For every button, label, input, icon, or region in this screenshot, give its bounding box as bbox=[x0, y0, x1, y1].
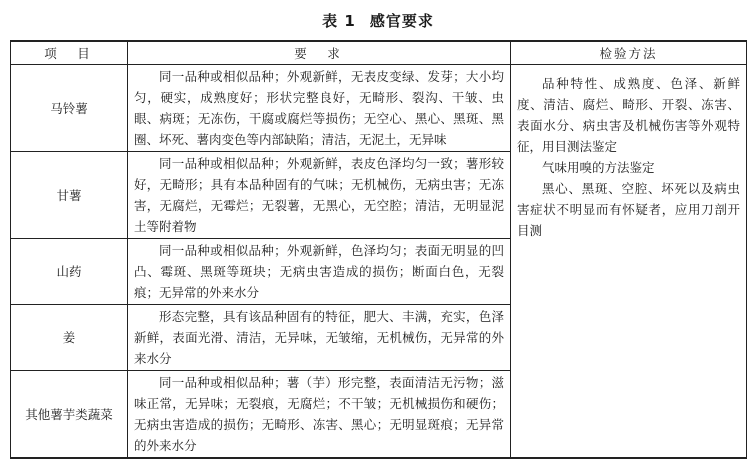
header-method: 检验方法 bbox=[511, 41, 747, 65]
method-paragraph: 品种特性、成熟度、色泽、新鲜度、清洁、腐烂、畸形、开裂、冻害、表面水分、病虫害及机械伤害等外观特征，用目测法鉴定 bbox=[517, 76, 740, 154]
table-title bbox=[0, 10, 756, 31]
row-requirement-ginger: 形态完整，具有该品种固有的特征，肥大、丰满，充实，色泽新鲜，表面光滑、清洁，无异味，无皱缩，无机械伤，无异常的外来水分 bbox=[128, 305, 511, 371]
table-number: 表 1 bbox=[322, 12, 356, 30]
method-paragraph: 黑心、黑斑、空腔、坏死以及病虫害症状不明显而有怀疑者，应用刀剖开目测 bbox=[517, 181, 740, 238]
row-item-other-tubers: 其他薯芋类蔬菜 bbox=[11, 371, 128, 459]
table-row bbox=[11, 65, 747, 152]
header-item: 项 目 bbox=[11, 41, 128, 65]
method-cell bbox=[511, 65, 747, 459]
row-requirement-potato: 同一品种或相似品种；外观新鲜，无表皮变绿、发芽；大小均匀，硬实，成熟度好；形状完整良好，无畸形、裂沟、干皱、虫眼、病斑；无冻伤，干腐或腐烂等损伤；无空心、黑心、黑斑、黑圈、坏死、薯肉变色等内部缺陷；清洁，无泥土，无异味 bbox=[128, 65, 511, 152]
header-requirement: 要 求 bbox=[128, 41, 511, 65]
method-paragraph: 气味用嗅的方法鉴定 bbox=[542, 160, 655, 175]
row-item-ginger: 姜 bbox=[11, 305, 128, 371]
row-item-potato: 马铃薯 bbox=[11, 65, 128, 152]
row-requirement-other-tubers: 同一品种或相似品种；薯（芋）形完整，表面清洁无污物；滋味正常，无异味；无裂痕，无腐烂；不干皱；无机械损伤和硬伤；无病虫害造成的损伤；无畸形、冻害、黑心；无明显斑痕；无异常的外来水分 bbox=[128, 371, 511, 459]
table-caption: 感官要求 bbox=[369, 12, 434, 30]
row-item-yam: 山药 bbox=[11, 239, 128, 305]
row-requirement-sweet-potato: 同一品种或相似品种；外观新鲜，表皮色泽均匀一致；薯形较好，无畸形；具有本品种固有的气味；无机械伤，无病虫害；无冻害，无腐烂，无霉烂；无裂薯，无黑心，无空腔；清洁，无明显泥土等附着物 bbox=[128, 152, 511, 239]
sensory-requirements-table bbox=[10, 40, 747, 459]
table-header-row bbox=[11, 41, 747, 65]
row-requirement-yam: 同一品种或相似品种；外观新鲜，色泽均匀；表面无明显的凹凸、霉斑、黑斑等斑块；无病虫害造成的损伤；断面白色，无裂痕；无异常的外来水分 bbox=[128, 239, 511, 305]
row-item-sweet-potato: 甘薯 bbox=[11, 152, 128, 239]
